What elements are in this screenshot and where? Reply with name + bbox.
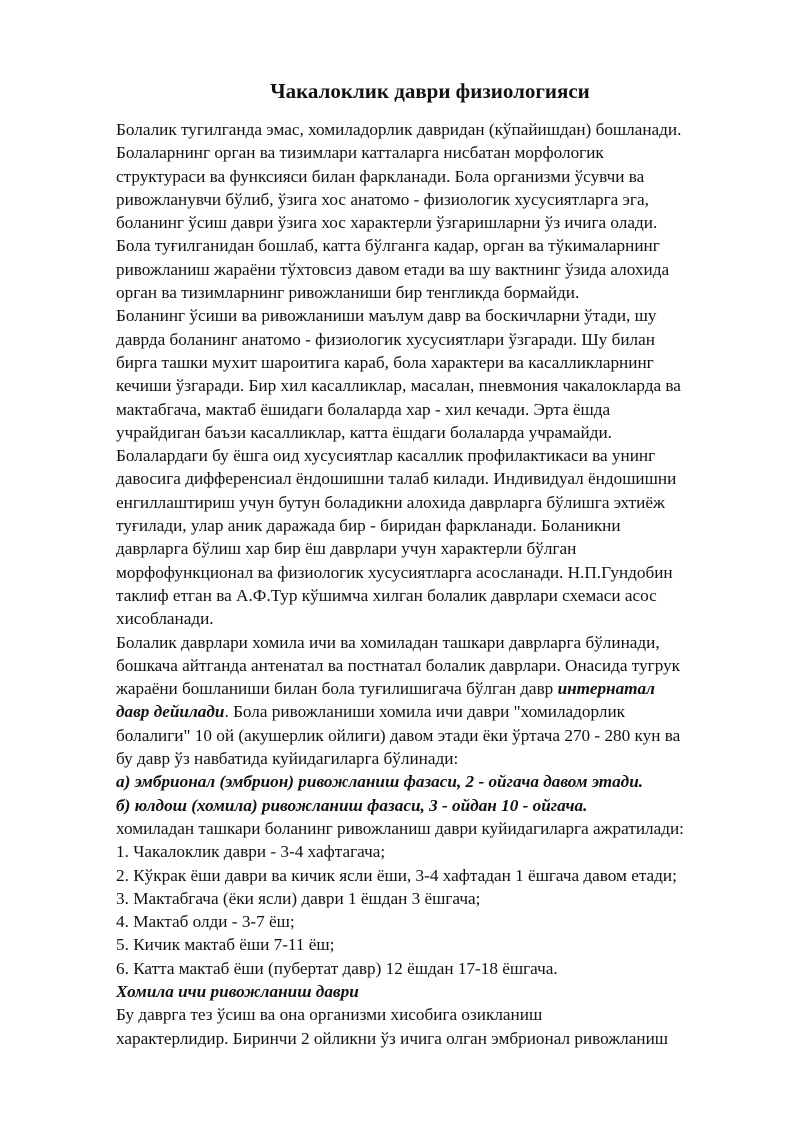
text-span: 6. Катта мактаб ёши (пубертат давр) 12 ёшдан 17-18 ёшгача.	[116, 958, 558, 978]
emphasized-text: б) юлдош (хомила) ривожланиш фазаси, 3 - ойдан 10 - ойгача.	[116, 795, 588, 815]
text-line	[116, 817, 776, 840]
text-span: хисобланади.	[116, 609, 214, 629]
text-span: даврда боланинг анатомо - физиологик хусусиятлари ўзгаради. Шу билан	[116, 329, 655, 349]
text-span: 1. Чакалоклик даври - 3-4 хафтагача;	[116, 842, 386, 862]
text-span: енгиллаштириш учун бутун боладикни алохида даврларга бўлишга эхтиёж	[116, 492, 665, 512]
document-body	[116, 118, 776, 1050]
text-line	[116, 165, 776, 188]
text-span: ривожланувчи бўлиб, ўзига хос анатомо - физиологик хусусиятларга эга,	[116, 189, 649, 209]
text-span: 3. Мактабгача (ёки ясли) даври 1 ёшдан 3 ёшгача;	[116, 888, 481, 908]
text-span: хомиладан ташкари боланинг ривожланиш даври куйидагиларга ажратилади:	[116, 818, 684, 838]
text-line	[116, 840, 776, 863]
text-line	[116, 724, 776, 747]
text-line	[116, 607, 776, 630]
text-span: ривожланиш жараёни тўхтовсиз давом етади ва шу вактнинг ўзида алохида	[116, 259, 670, 279]
emphasized-text: давр дейилади	[116, 702, 225, 722]
text-span: туғилади, улар аник даражада бир - биридан фаркланади. Боланикни	[116, 516, 621, 536]
text-span: морфофункционал ва физиологик хусусиятларга асосланади. Н.П.Гундобин	[116, 562, 673, 582]
text-line	[116, 794, 776, 817]
text-span: структураси ва функсияси билан фаркланади. Бола организми ўсувчи ва	[116, 166, 645, 186]
text-line	[116, 118, 776, 141]
emphasized-text: а) эмбрионал (эмбрион) ривожланиш фазаси, 2 - ойгача давом этади.	[116, 772, 644, 792]
text-line	[116, 561, 776, 584]
text-span: 5. Кичик мактаб ёши 7-11 ёш;	[116, 935, 335, 955]
text-span: бошкача айтганда антенатал ва постнатал болалик даврлари. Онасида тугрук	[116, 655, 681, 675]
text-span: кечиши ўзгаради. Бир хил касалликлар, масалан, пневмония чакалокларда ва	[116, 376, 681, 396]
text-line	[116, 747, 776, 770]
text-line	[116, 631, 776, 654]
text-span: Болалик тугилганда эмас, хомиладорлик давридан (кўпайишдан) бошланади.	[116, 120, 682, 139]
text-line	[116, 677, 776, 700]
text-span: 4. Мактаб олди - 3-7 ёш;	[116, 912, 295, 932]
text-span: Бола туғилганидан бошлаб, катта бўлганга кадар, орган ва тўкималарнинг	[116, 236, 660, 256]
text-span: орган ва тизимларнинг ривожланиши бир тенгликда бормайди.	[116, 283, 580, 303]
text-line	[116, 141, 776, 164]
text-line	[116, 910, 776, 933]
emphasized-text: Хомила ичи ривожланиш даври	[116, 981, 359, 1001]
text-line	[116, 537, 776, 560]
text-span: жараёни бошланиши билан бола туғилишигача бўлган давр	[116, 679, 558, 699]
text-line	[116, 514, 776, 537]
text-line	[116, 211, 776, 234]
text-line	[116, 467, 776, 490]
text-line	[116, 188, 776, 211]
document-title: Чакалоклик даври физиологияси	[270, 79, 590, 103]
text-span: Боланинг ўсиши ва ривожланиши маълум давр ва боскичларни ўтади, шу	[116, 306, 657, 326]
text-line	[116, 933, 776, 956]
text-line	[116, 421, 776, 444]
text-line	[116, 351, 776, 374]
text-span: бирга ташки мухит шароитига караб, бола характери ва касалликларнинг	[116, 352, 654, 372]
text-line	[116, 234, 776, 257]
text-span: Болалардаги бу ёшга оид хусусиятлар касаллик профилактикаси ва унинг	[116, 446, 656, 466]
text-line	[116, 584, 776, 607]
text-line	[116, 398, 776, 421]
text-span: 2. Кўкрак ёши даври ва кичик ясли ёши, 3-4 хафтадан 1 ёшгача давом етади;	[116, 865, 677, 885]
text-span: даврларга бўлиш хар бир ёш даврлари учун характерли бўлган	[116, 539, 577, 559]
text-span: мактабгача, мактаб ёшидаги болаларда хар - хил кечади. Эрта ёшда	[116, 399, 611, 419]
text-span: бу давр ўз навбатида куйидагиларга бўлинади:	[116, 749, 459, 769]
text-line	[116, 328, 776, 351]
text-line	[116, 887, 776, 910]
text-line	[116, 491, 776, 514]
text-span: болалиги" 10 ой (акушерлик ойлиги) давом этади ёки ўртача 270 - 280 кун ва	[116, 725, 681, 745]
text-span: . Бола ривожланиши хомила ичи даври "хомиладорлик	[224, 702, 625, 722]
text-span: характерлидир. Биринчи 2 ойликни ўз ичига олган эмбрионал ривожланиш	[116, 1028, 669, 1048]
text-line	[116, 304, 776, 327]
text-span: давосига дифференсиал ёндошишни талаб килади. Индивидуал ёндошишни	[116, 469, 677, 489]
text-span: боланинг ўсиш даври ўзига хос характерли ўзгаришларни ўз ичига олади.	[116, 213, 658, 233]
text-line	[116, 770, 776, 793]
text-line	[116, 1003, 776, 1026]
text-line	[116, 281, 776, 304]
emphasized-text: интернатал	[557, 679, 655, 699]
text-line	[116, 980, 776, 1003]
text-line	[116, 444, 776, 467]
text-span: таклиф етган ва А.Ф.Тур кўшимча хилган болалик даврлари схемаси асос	[116, 585, 657, 605]
text-line	[116, 1027, 776, 1050]
text-line	[116, 700, 776, 723]
text-span: Болалик даврлари хомила ичи ва хомиладан ташкари даврларга бўлинади,	[116, 632, 660, 652]
text-line	[116, 864, 776, 887]
text-line	[116, 654, 776, 677]
text-line	[116, 957, 776, 980]
text-span: Бу даврга тез ўсиш ва она организми хисобига озикланиш	[116, 1005, 543, 1025]
text-span: учрайдиган баъзи касалликлар, катта ёшдаги болаларда учрамайди.	[116, 422, 612, 442]
text-line	[116, 374, 776, 397]
text-line	[116, 258, 776, 281]
text-span: Болаларнинг орган ва тизимлари катталарга нисбатан морфологик	[116, 143, 604, 163]
